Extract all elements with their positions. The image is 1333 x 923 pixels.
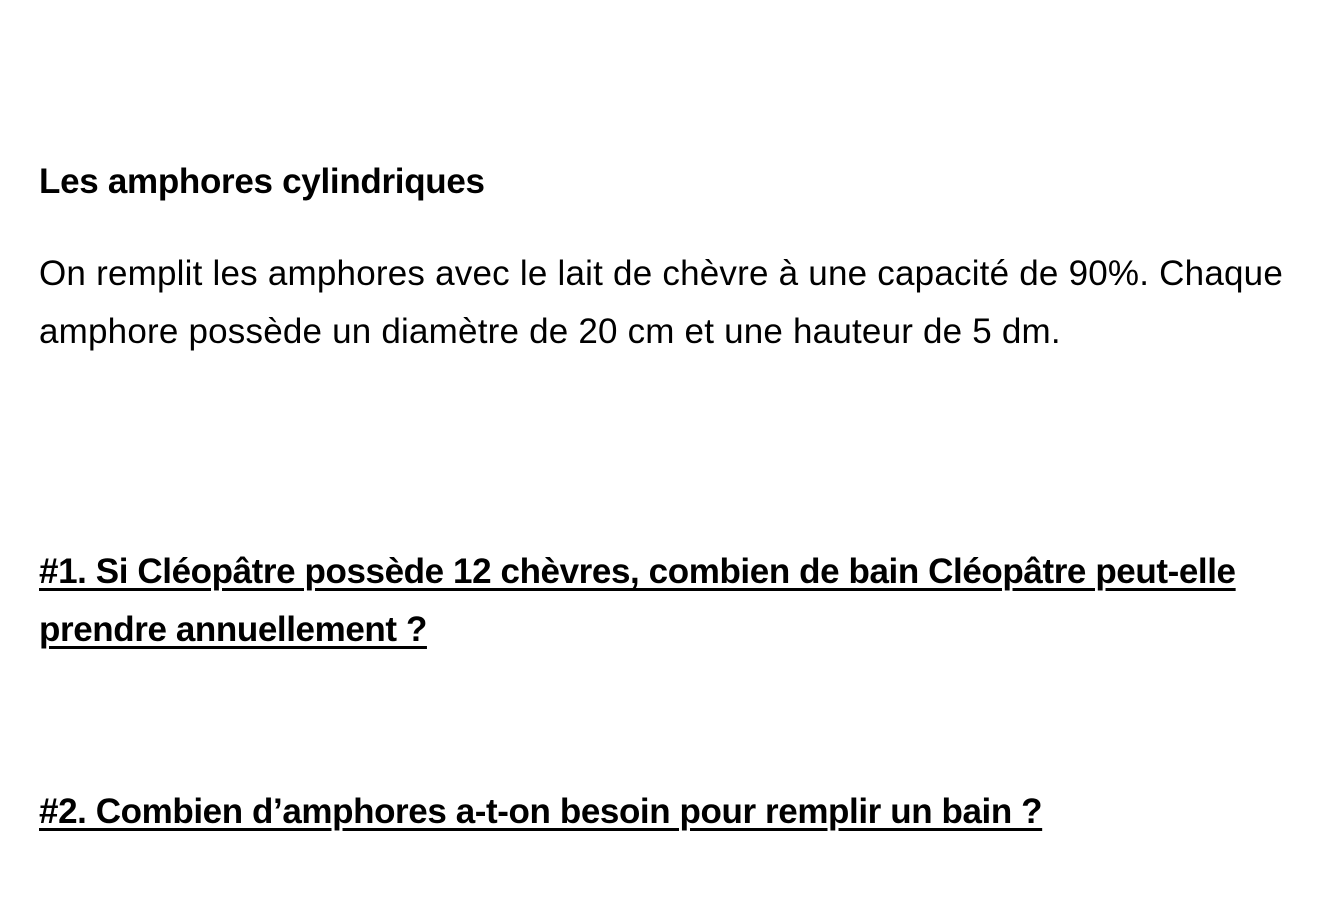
problem-statement: On remplit les amphores avec le lait de chèvre à une capacité de 90%. Chaque amphore possède un diamètre de 20 cm et une hauteur de 5 dm. <box>39 254 1283 351</box>
document-title: Les amphores cylindriques <box>39 162 485 201</box>
question-2: #2. Combien d’amphores a-t-on besoin pour remplir un bain ? <box>39 792 1043 831</box>
question-1: #1. Si Cléopâtre possède 12 chèvres, combien de bain Cléopâtre peut-elle prendre annuellement ? <box>39 552 1236 649</box>
